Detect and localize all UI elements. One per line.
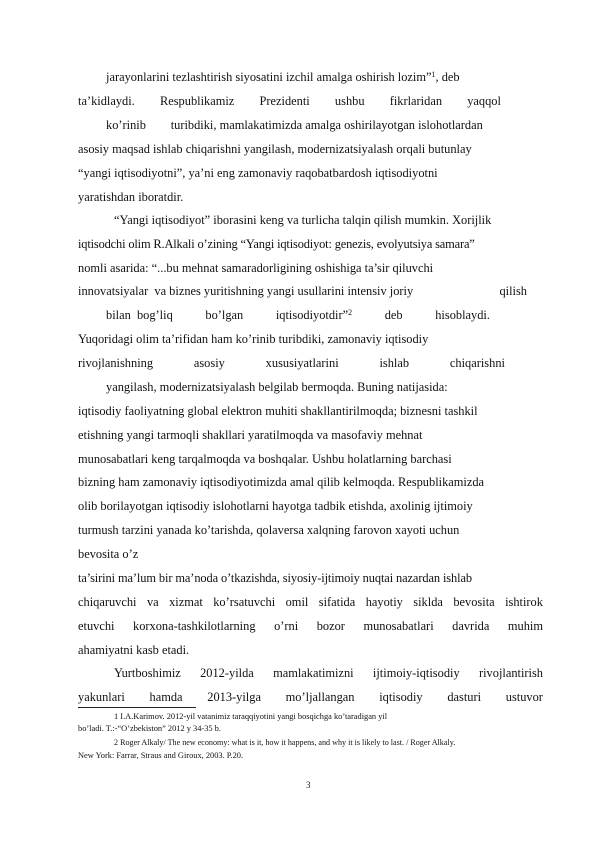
text-line-5: “yangi iqtisodiyotni”, ya’ni eng zamonaviy raqobatbardosh iqtisodiyotni (78, 166, 438, 180)
word: hayotiy (365, 595, 403, 609)
word: rivojlantirish (478, 666, 543, 680)
word: bilan bog’liq (106, 308, 173, 322)
word: qilish (499, 284, 527, 298)
word: ishtirok (505, 595, 543, 609)
text-line-1 (106, 70, 460, 85)
text-line-7: “Yangi iqtisodiyot” iborasini keng va turlicha talqin qilish mumkin. Xorijlik (114, 213, 492, 227)
word: sifatida (318, 595, 356, 609)
text-line-26 (114, 666, 543, 681)
word: o’rni (274, 619, 299, 633)
footnote-1-line-2: bo’ladi. T.:-“O’zbekiston” 2012 y 34-35 b. (78, 724, 221, 733)
text-line-19: olib borilayotgan iqtisodiy islohotlarni hayotga tadbik etishda, axolinig ijtimoiy (78, 499, 473, 513)
word: omil (285, 595, 309, 609)
text-line-11 (106, 308, 490, 323)
word: ishlab (379, 356, 410, 370)
page-number: 3 (306, 780, 311, 790)
text-line-24 (78, 619, 543, 634)
footnote-2-line-1: 2 Roger Alkaly/ The new economy: what is it, how it happens, and why it is likely to last. / Roger Alkaly. (114, 738, 456, 747)
text-line-20: turmush tarzini yanada ko’tarishda, qolaversa xalqning farovon xayoti uchun (78, 523, 460, 537)
word-with-ref (276, 308, 352, 323)
text-line-17: munosabatlari keng tarqalmoqda va boshqalar. Ushbu holatlarning barchasi (78, 452, 452, 466)
word: innovatsiyalar va biznes yuritishning yangi usullarini intensiv joriy (78, 284, 414, 298)
word: ushbu (334, 94, 365, 108)
word: ustuvor (505, 690, 543, 704)
word: munosabatlari (363, 619, 434, 633)
word: siklda (413, 595, 443, 609)
text-line-25: ahamiyatni kasb etadi. (78, 643, 190, 657)
word: bevosita (453, 595, 495, 609)
word: xususiyatlarini (265, 356, 339, 370)
text-line-22: ta’sirini ma’lum bir ma’noda o’tkazishda, siyosiy-ijtimoiy nuqtai nazardan ishlab (78, 571, 472, 585)
word: bo’lgan (205, 308, 244, 322)
text-line-4: asosiy maqsad ishlab chiqarishni yangilash, modernizatsiyalash orqali butunlay (78, 142, 472, 156)
word: hamda (149, 690, 183, 704)
word: iqtisodiy (379, 690, 423, 704)
text-line-14: yangilash, modernizatsiyalash belgilab bermoqda. Buning natijasida: (106, 380, 448, 394)
word: rivojlanishning (78, 356, 154, 370)
footnote-separator (78, 707, 196, 708)
word: yakunlari (78, 690, 125, 704)
word: muhim (507, 619, 543, 633)
word: ta’kidlaydi. (78, 94, 135, 108)
word: iqtisodiyotdir” (275, 308, 349, 322)
text-line-2 (78, 94, 501, 109)
text-line-6: yaratishdan iboratdir. (78, 190, 184, 204)
word: deb (384, 308, 403, 322)
text-line-21: bevosita o’z (78, 547, 139, 561)
footnote-ref-2[interactable]: 2 (348, 308, 353, 317)
word: 2013-yilga (207, 690, 261, 704)
word: ko’rsatuvchi (213, 595, 276, 609)
footnote-1-line-1: 1 I.A.Karimov. 2012-yil vatanimiz taraqqiyotini yangi bosqichga ko’taradigan yil (114, 712, 388, 721)
word: asosiy (193, 356, 225, 370)
word: hisoblaydi. (435, 308, 490, 322)
text-line-9: nomli asarida: “...bu mehnat samaradorligining oshishiga ta’sir qiluvchi (78, 261, 434, 275)
text-line-13 (78, 356, 505, 371)
text-line-8: iqtisodchi olim R.Alkali o’zining “Yangi iqtisodiyot: genezis, evolyutsiya samara” (78, 237, 475, 251)
text-line-18: bizning ham zamonaviy iqtisodiyotimizda amal qilib kelmoqda. Respublikamizda (78, 475, 485, 489)
word: mo’ljallangan (285, 690, 355, 704)
word: davrida (452, 619, 490, 633)
text-line-27 (78, 690, 543, 705)
word: xizmat (169, 595, 203, 609)
text-line-15: iqtisodiy faoliyatning global elektron muhiti shakllantirilmoqda; biznesni tashkil (78, 404, 478, 418)
word: korxona-tashkilotlarning (133, 619, 256, 633)
word: 2012-yilda (200, 666, 254, 680)
text-line-3: ko’rinib turibdiki, mamlakatimizda amalga oshirilayotgan islohotlardan (106, 118, 483, 132)
line-1-text: jarayonlarini tezlashtirish siyosatini izchil amalga oshirish lozim” (106, 70, 432, 84)
footnote-2-line-2: New York: Farrar, Straus and Giroux, 2003. P.20. (78, 751, 244, 760)
word: dasturi (447, 690, 482, 704)
text-line-10 (78, 284, 527, 299)
word: chiqaruvchi (78, 595, 137, 609)
word: etuvchi (78, 619, 115, 633)
text-line-23 (78, 595, 543, 610)
footnote-ref-1[interactable]: 1 (431, 70, 436, 79)
word: ijtimoiy-iqtisodiy (372, 666, 460, 680)
text-line-16: etishning yangi tarmoqli shakllari yaratilmoqda va masofaviy mehnat (78, 428, 423, 442)
word: yaqqol (467, 94, 501, 108)
word: va (146, 595, 159, 609)
text-line-12: Yuqoridagi olim ta’rifidan ham ko’rinib turibdiki, zamonaviy iqtisodiy (78, 332, 429, 346)
word: fikrlaridan (389, 94, 443, 108)
word: mamlakatimizni (273, 666, 354, 680)
word: chiqarishni (449, 356, 505, 370)
word: bozor (316, 619, 345, 633)
word: Prezidenti (259, 94, 310, 108)
word: Respublikamiz (159, 94, 235, 108)
line-1-tail: , deb (435, 70, 460, 84)
word: Yurtboshimiz (114, 666, 181, 680)
